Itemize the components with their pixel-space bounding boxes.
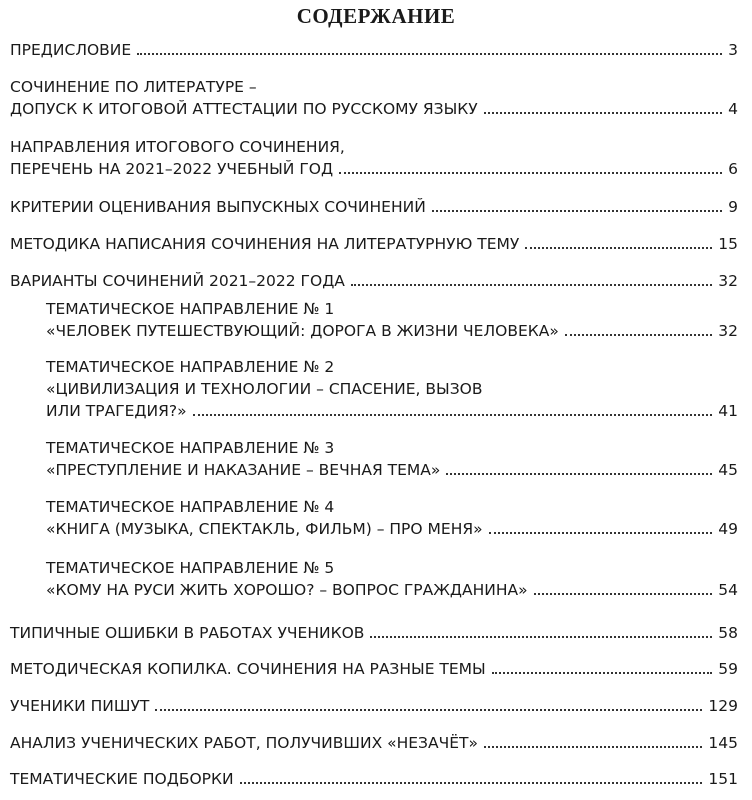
toc-entry-text: ИЛИ ТРАГЕДИЯ?» (46, 402, 187, 420)
toc-entry-line: ТЕМАТИЧЕСКОЕ НАПРАВЛЕНИЕ № 4 (46, 498, 335, 516)
toc-entry (46, 298, 738, 342)
page-number: 151 (708, 770, 738, 788)
dot-leader (137, 52, 722, 55)
dot-leader (534, 592, 713, 595)
toc-entry-last-line (46, 459, 738, 481)
page-number: 58 (718, 624, 738, 642)
toc-entry-text: ВАРИАНТЫ СОЧИНЕНИЙ 2021–2022 ГОДА (10, 272, 345, 290)
page-number: 41 (718, 402, 738, 420)
page-number: 54 (718, 581, 738, 599)
toc-entry (10, 136, 738, 180)
page-number: 9 (728, 198, 738, 216)
toc-entry-last-line (10, 622, 738, 644)
dot-leader (525, 246, 712, 249)
dot-leader (565, 333, 712, 336)
toc-entry (10, 270, 738, 292)
page-title: СОДЕРЖАНИЕ (296, 4, 456, 28)
toc-entry-text: ТЕМАТИЧЕСКИЕ ПОДБОРКИ (10, 770, 234, 788)
toc-entry-line: СОЧИНЕНИЕ ПО ЛИТЕРАТУРЕ – (10, 78, 257, 96)
toc-entry-text: «ЧЕЛОВЕК ПУТЕШЕСТВУЮЩИЙ: ДОРОГА В ЖИЗНИ ЧЕЛОВЕКА» (46, 322, 559, 340)
dot-leader (155, 708, 702, 711)
page-number: 6 (728, 160, 738, 178)
toc-entry (10, 196, 738, 218)
dot-leader (432, 209, 722, 212)
toc-entry (10, 76, 738, 120)
toc-entry (10, 658, 738, 680)
dot-leader (370, 635, 712, 638)
toc-entry-line: ТЕМАТИЧЕСКОЕ НАПРАВЛЕНИЕ № 5 (46, 559, 335, 577)
page-number: 32 (718, 272, 738, 290)
toc-entry-text: АНАЛИЗ УЧЕНИЧЕСКИХ РАБОТ, ПОЛУЧИВШИХ «НЕЗАЧЁТ» (10, 734, 478, 752)
dot-leader (240, 781, 703, 784)
toc-entry-last-line (10, 270, 738, 292)
toc-entry-line: ТЕМАТИЧЕСКОЕ НАПРАВЛЕНИЕ № 3 (46, 439, 335, 457)
dot-leader (193, 413, 713, 416)
toc-entry-last-line (10, 98, 738, 120)
dot-leader (489, 531, 713, 534)
toc-entry (10, 768, 738, 790)
toc-entry-last-line (10, 158, 738, 180)
dot-leader (492, 671, 713, 674)
toc-entry-last-line (46, 579, 738, 601)
toc-entry (10, 732, 738, 754)
toc-entry-line: «ЦИВИЛИЗАЦИЯ И ТЕХНОЛОГИИ – СПАСЕНИЕ, ВЫЗОВ (46, 380, 483, 398)
toc-entry-last-line (10, 196, 738, 218)
toc-entry-text: «КНИГА (МУЗЫКА, СПЕКТАКЛЬ, ФИЛЬМ) – ПРО МЕНЯ» (46, 520, 483, 538)
page-number: 4 (728, 100, 738, 118)
toc-entry-last-line (10, 658, 738, 680)
toc-entry-last-line (10, 39, 738, 61)
dot-leader (339, 171, 722, 174)
page-number: 59 (718, 660, 738, 678)
toc-entry-text: МЕТОДИЧЕСКАЯ КОПИЛКА. СОЧИНЕНИЯ НА РАЗНЫЕ ТЕМЫ (10, 660, 486, 678)
toc-entry-last-line (10, 233, 738, 255)
toc-entry-text: ДОПУСК К ИТОГОВОЙ АТТЕСТАЦИИ ПО РУССКОМУ ЯЗЫКУ (10, 100, 478, 118)
toc-entry-last-line (10, 768, 738, 790)
toc-entry (46, 557, 738, 601)
toc-entry (10, 233, 738, 255)
page-number: 145 (708, 734, 738, 752)
toc-entry-text: «КОМУ НА РУСИ ЖИТЬ ХОРОШО? – ВОПРОС ГРАЖДАНИНА» (46, 581, 528, 599)
toc-entry-text: УЧЕНИКИ ПИШУТ (10, 697, 150, 715)
page-number: 49 (718, 520, 738, 538)
dot-leader (446, 472, 712, 475)
page-number: 32 (718, 322, 738, 340)
toc-entry-last-line (10, 732, 738, 754)
toc-entry-last-line (46, 320, 738, 342)
toc-entry-last-line (46, 400, 738, 422)
toc-entry-text: ТИПИЧНЫЕ ОШИБКИ В РАБОТАХ УЧЕНИКОВ (10, 624, 365, 642)
page-number: 129 (708, 697, 738, 715)
page-number: 45 (718, 461, 738, 479)
dot-leader (351, 283, 712, 286)
toc-entry-last-line (10, 695, 738, 717)
toc-entry-line: ТЕМАТИЧЕСКОЕ НАПРАВЛЕНИЕ № 2 (46, 358, 335, 376)
toc-entry-last-line (46, 518, 738, 540)
toc-entry-line: ТЕМАТИЧЕСКОЕ НАПРАВЛЕНИЕ № 1 (46, 300, 335, 318)
dot-leader (484, 111, 722, 114)
toc-entry (10, 39, 738, 61)
toc-entry-text: ПЕРЕЧЕНЬ НА 2021–2022 УЧЕБНЫЙ ГОД (10, 160, 334, 178)
toc-entry-text: КРИТЕРИИ ОЦЕНИВАНИЯ ВЫПУСКНЫХ СОЧИНЕНИЙ (10, 198, 426, 216)
dot-leader (484, 745, 702, 748)
toc-entry (10, 695, 738, 717)
toc-entry (46, 437, 738, 481)
toc-entry-text: «ПРЕСТУПЛЕНИЕ И НАКАЗАНИЕ – ВЕЧНАЯ ТЕМА» (46, 461, 441, 479)
toc-entry-text: МЕТОДИКА НАПИСАНИЯ СОЧИНЕНИЯ НА ЛИТЕРАТУРНУЮ ТЕМУ (10, 235, 520, 253)
page-number: 3 (728, 41, 738, 59)
toc-entry (10, 622, 738, 644)
page-number: 15 (718, 235, 738, 253)
toc-entry-line: НАПРАВЛЕНИЯ ИТОГОВОГО СОЧИНЕНИЯ, (10, 138, 345, 156)
toc-entry (46, 356, 738, 422)
toc-entry-text: ПРЕДИСЛОВИЕ (10, 41, 132, 59)
toc-entry (46, 496, 738, 540)
